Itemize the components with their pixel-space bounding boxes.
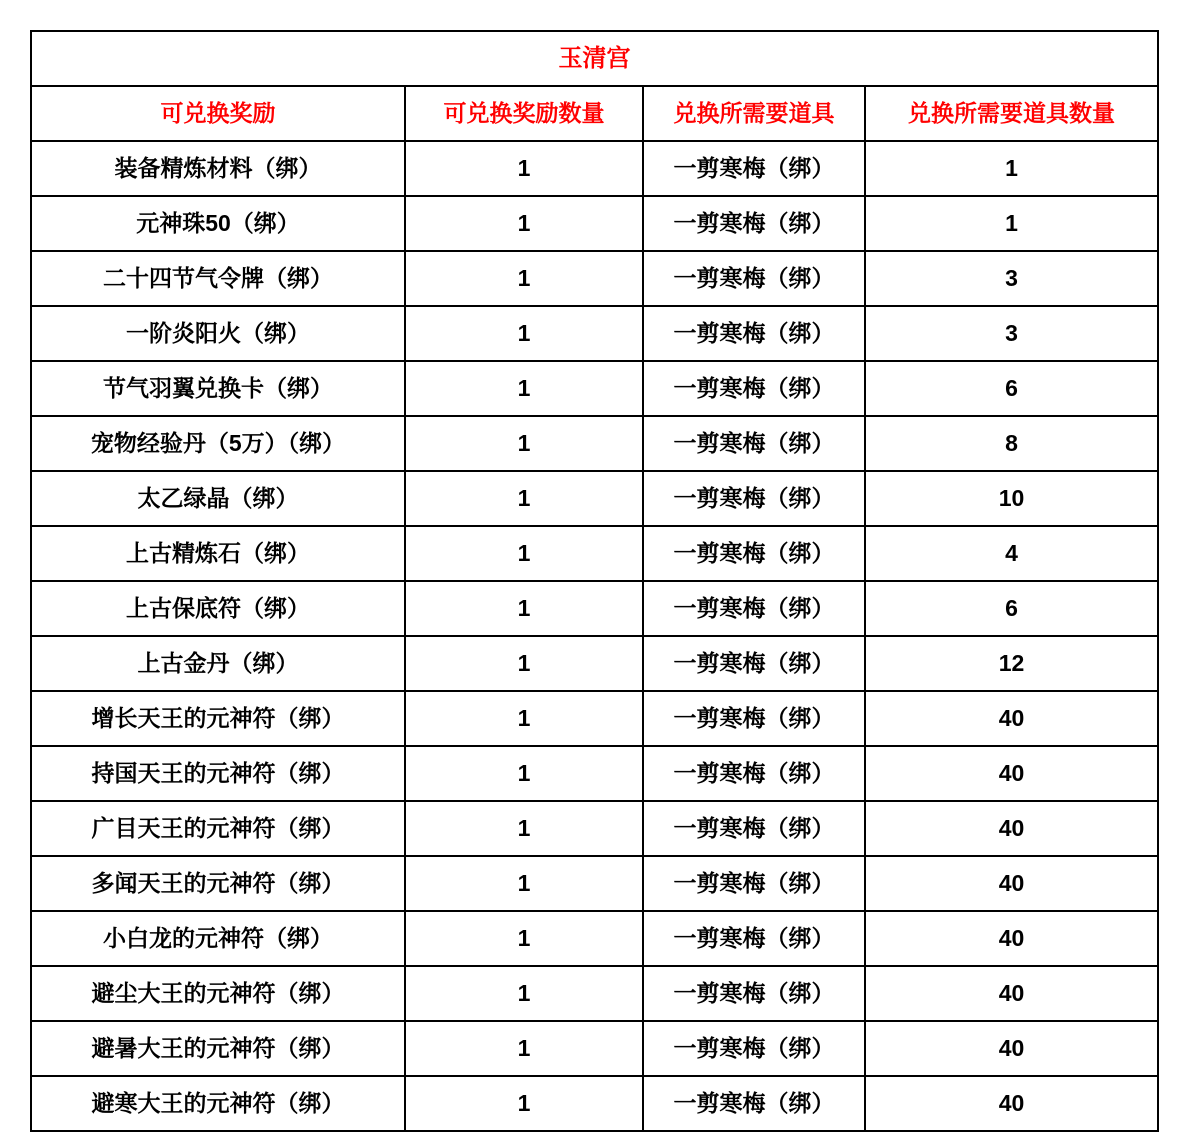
cell-required-item: 一剪寒梅（绑）: [643, 581, 865, 636]
table-title-row: [31, 31, 1158, 86]
cell-required-item-count: 12: [865, 636, 1158, 691]
table-row: [31, 1021, 1158, 1076]
cell-reward-name: 增长天王的元神符（绑）: [31, 691, 405, 746]
cell-reward-name: 避暑大王的元神符（绑）: [31, 1021, 405, 1076]
cell-reward-count: 1: [405, 911, 643, 966]
column-header-reward: 可兑换奖励: [31, 86, 405, 141]
cell-reward-count: 1: [405, 416, 643, 471]
table-row: [31, 691, 1158, 746]
cell-reward-name: 持国天王的元神符（绑）: [31, 746, 405, 801]
cell-reward-name: 上古精炼石（绑）: [31, 526, 405, 581]
cell-required-item: 一剪寒梅（绑）: [643, 1076, 865, 1131]
cell-required-item: 一剪寒梅（绑）: [643, 691, 865, 746]
cell-reward-name: 一阶炎阳火（绑）: [31, 306, 405, 361]
table-row: [31, 581, 1158, 636]
cell-reward-name: 二十四节气令牌（绑）: [31, 251, 405, 306]
exchange-table: [30, 30, 1159, 1132]
cell-required-item: 一剪寒梅（绑）: [643, 856, 865, 911]
cell-required-item-count: 40: [865, 1076, 1158, 1131]
cell-required-item: 一剪寒梅（绑）: [643, 911, 865, 966]
cell-reward-count: 1: [405, 141, 643, 196]
cell-required-item-count: 1: [865, 141, 1158, 196]
cell-reward-name: 广目天王的元神符（绑）: [31, 801, 405, 856]
table-row: [31, 746, 1158, 801]
cell-required-item: 一剪寒梅（绑）: [643, 361, 865, 416]
cell-reward-name: 宠物经验丹（5万）（绑）: [31, 416, 405, 471]
cell-required-item-count: 40: [865, 856, 1158, 911]
cell-required-item-count: 8: [865, 416, 1158, 471]
cell-required-item: 一剪寒梅（绑）: [643, 141, 865, 196]
table-row: [31, 416, 1158, 471]
cell-reward-count: 1: [405, 746, 643, 801]
cell-reward-count: 1: [405, 1076, 643, 1131]
cell-required-item: 一剪寒梅（绑）: [643, 306, 865, 361]
cell-reward-count: 1: [405, 636, 643, 691]
cell-required-item: 一剪寒梅（绑）: [643, 801, 865, 856]
column-header-item-count: 兑换所需要道具数量: [865, 86, 1158, 141]
table-row: [31, 636, 1158, 691]
cell-reward-name: 避尘大王的元神符（绑）: [31, 966, 405, 1021]
cell-required-item: 一剪寒梅（绑）: [643, 416, 865, 471]
cell-required-item-count: 6: [865, 581, 1158, 636]
cell-reward-name: 太乙绿晶（绑）: [31, 471, 405, 526]
cell-required-item-count: 4: [865, 526, 1158, 581]
table-row: [31, 911, 1158, 966]
cell-required-item: 一剪寒梅（绑）: [643, 746, 865, 801]
cell-required-item: 一剪寒梅（绑）: [643, 1021, 865, 1076]
cell-required-item: 一剪寒梅（绑）: [643, 471, 865, 526]
table-body: [31, 31, 1158, 1131]
cell-reward-name: 元神珠50（绑）: [31, 196, 405, 251]
table-row: [31, 801, 1158, 856]
table-title: 玉清宫: [31, 31, 1158, 86]
cell-reward-count: 1: [405, 471, 643, 526]
cell-required-item-count: 6: [865, 361, 1158, 416]
cell-reward-count: 1: [405, 251, 643, 306]
cell-reward-name: 上古保底符（绑）: [31, 581, 405, 636]
table-row: [31, 141, 1158, 196]
table-row: [31, 1076, 1158, 1131]
table-row: [31, 526, 1158, 581]
table-row: [31, 306, 1158, 361]
cell-required-item: 一剪寒梅（绑）: [643, 526, 865, 581]
cell-reward-count: 1: [405, 1021, 643, 1076]
cell-reward-name: 避寒大王的元神符（绑）: [31, 1076, 405, 1131]
cell-required-item-count: 3: [865, 251, 1158, 306]
cell-required-item-count: 40: [865, 1021, 1158, 1076]
table-row: [31, 471, 1158, 526]
cell-required-item-count: 10: [865, 471, 1158, 526]
column-header-item: 兑换所需要道具: [643, 86, 865, 141]
cell-required-item-count: 40: [865, 801, 1158, 856]
cell-reward-name: 装备精炼材料（绑）: [31, 141, 405, 196]
table-row: [31, 856, 1158, 911]
cell-required-item-count: 40: [865, 966, 1158, 1021]
cell-required-item: 一剪寒梅（绑）: [643, 251, 865, 306]
column-header-reward-count: 可兑换奖励数量: [405, 86, 643, 141]
table-row: [31, 196, 1158, 251]
cell-reward-count: 1: [405, 801, 643, 856]
cell-required-item-count: 1: [865, 196, 1158, 251]
cell-required-item-count: 3: [865, 306, 1158, 361]
cell-reward-name: 多闻天王的元神符（绑）: [31, 856, 405, 911]
table-row: [31, 251, 1158, 306]
cell-reward-name: 节气羽翼兑换卡（绑）: [31, 361, 405, 416]
cell-reward-name: 小白龙的元神符（绑）: [31, 911, 405, 966]
cell-reward-count: 1: [405, 966, 643, 1021]
cell-required-item: 一剪寒梅（绑）: [643, 636, 865, 691]
table-row: [31, 966, 1158, 1021]
table-row: [31, 361, 1158, 416]
cell-reward-count: 1: [405, 581, 643, 636]
cell-reward-count: 1: [405, 691, 643, 746]
cell-required-item: 一剪寒梅（绑）: [643, 196, 865, 251]
cell-reward-count: 1: [405, 361, 643, 416]
cell-reward-count: 1: [405, 196, 643, 251]
table-header-row: [31, 86, 1158, 141]
cell-reward-name: 上古金丹（绑）: [31, 636, 405, 691]
cell-reward-count: 1: [405, 526, 643, 581]
cell-reward-count: 1: [405, 856, 643, 911]
cell-required-item-count: 40: [865, 911, 1158, 966]
cell-required-item-count: 40: [865, 691, 1158, 746]
cell-required-item-count: 40: [865, 746, 1158, 801]
cell-required-item: 一剪寒梅（绑）: [643, 966, 865, 1021]
cell-reward-count: 1: [405, 306, 643, 361]
